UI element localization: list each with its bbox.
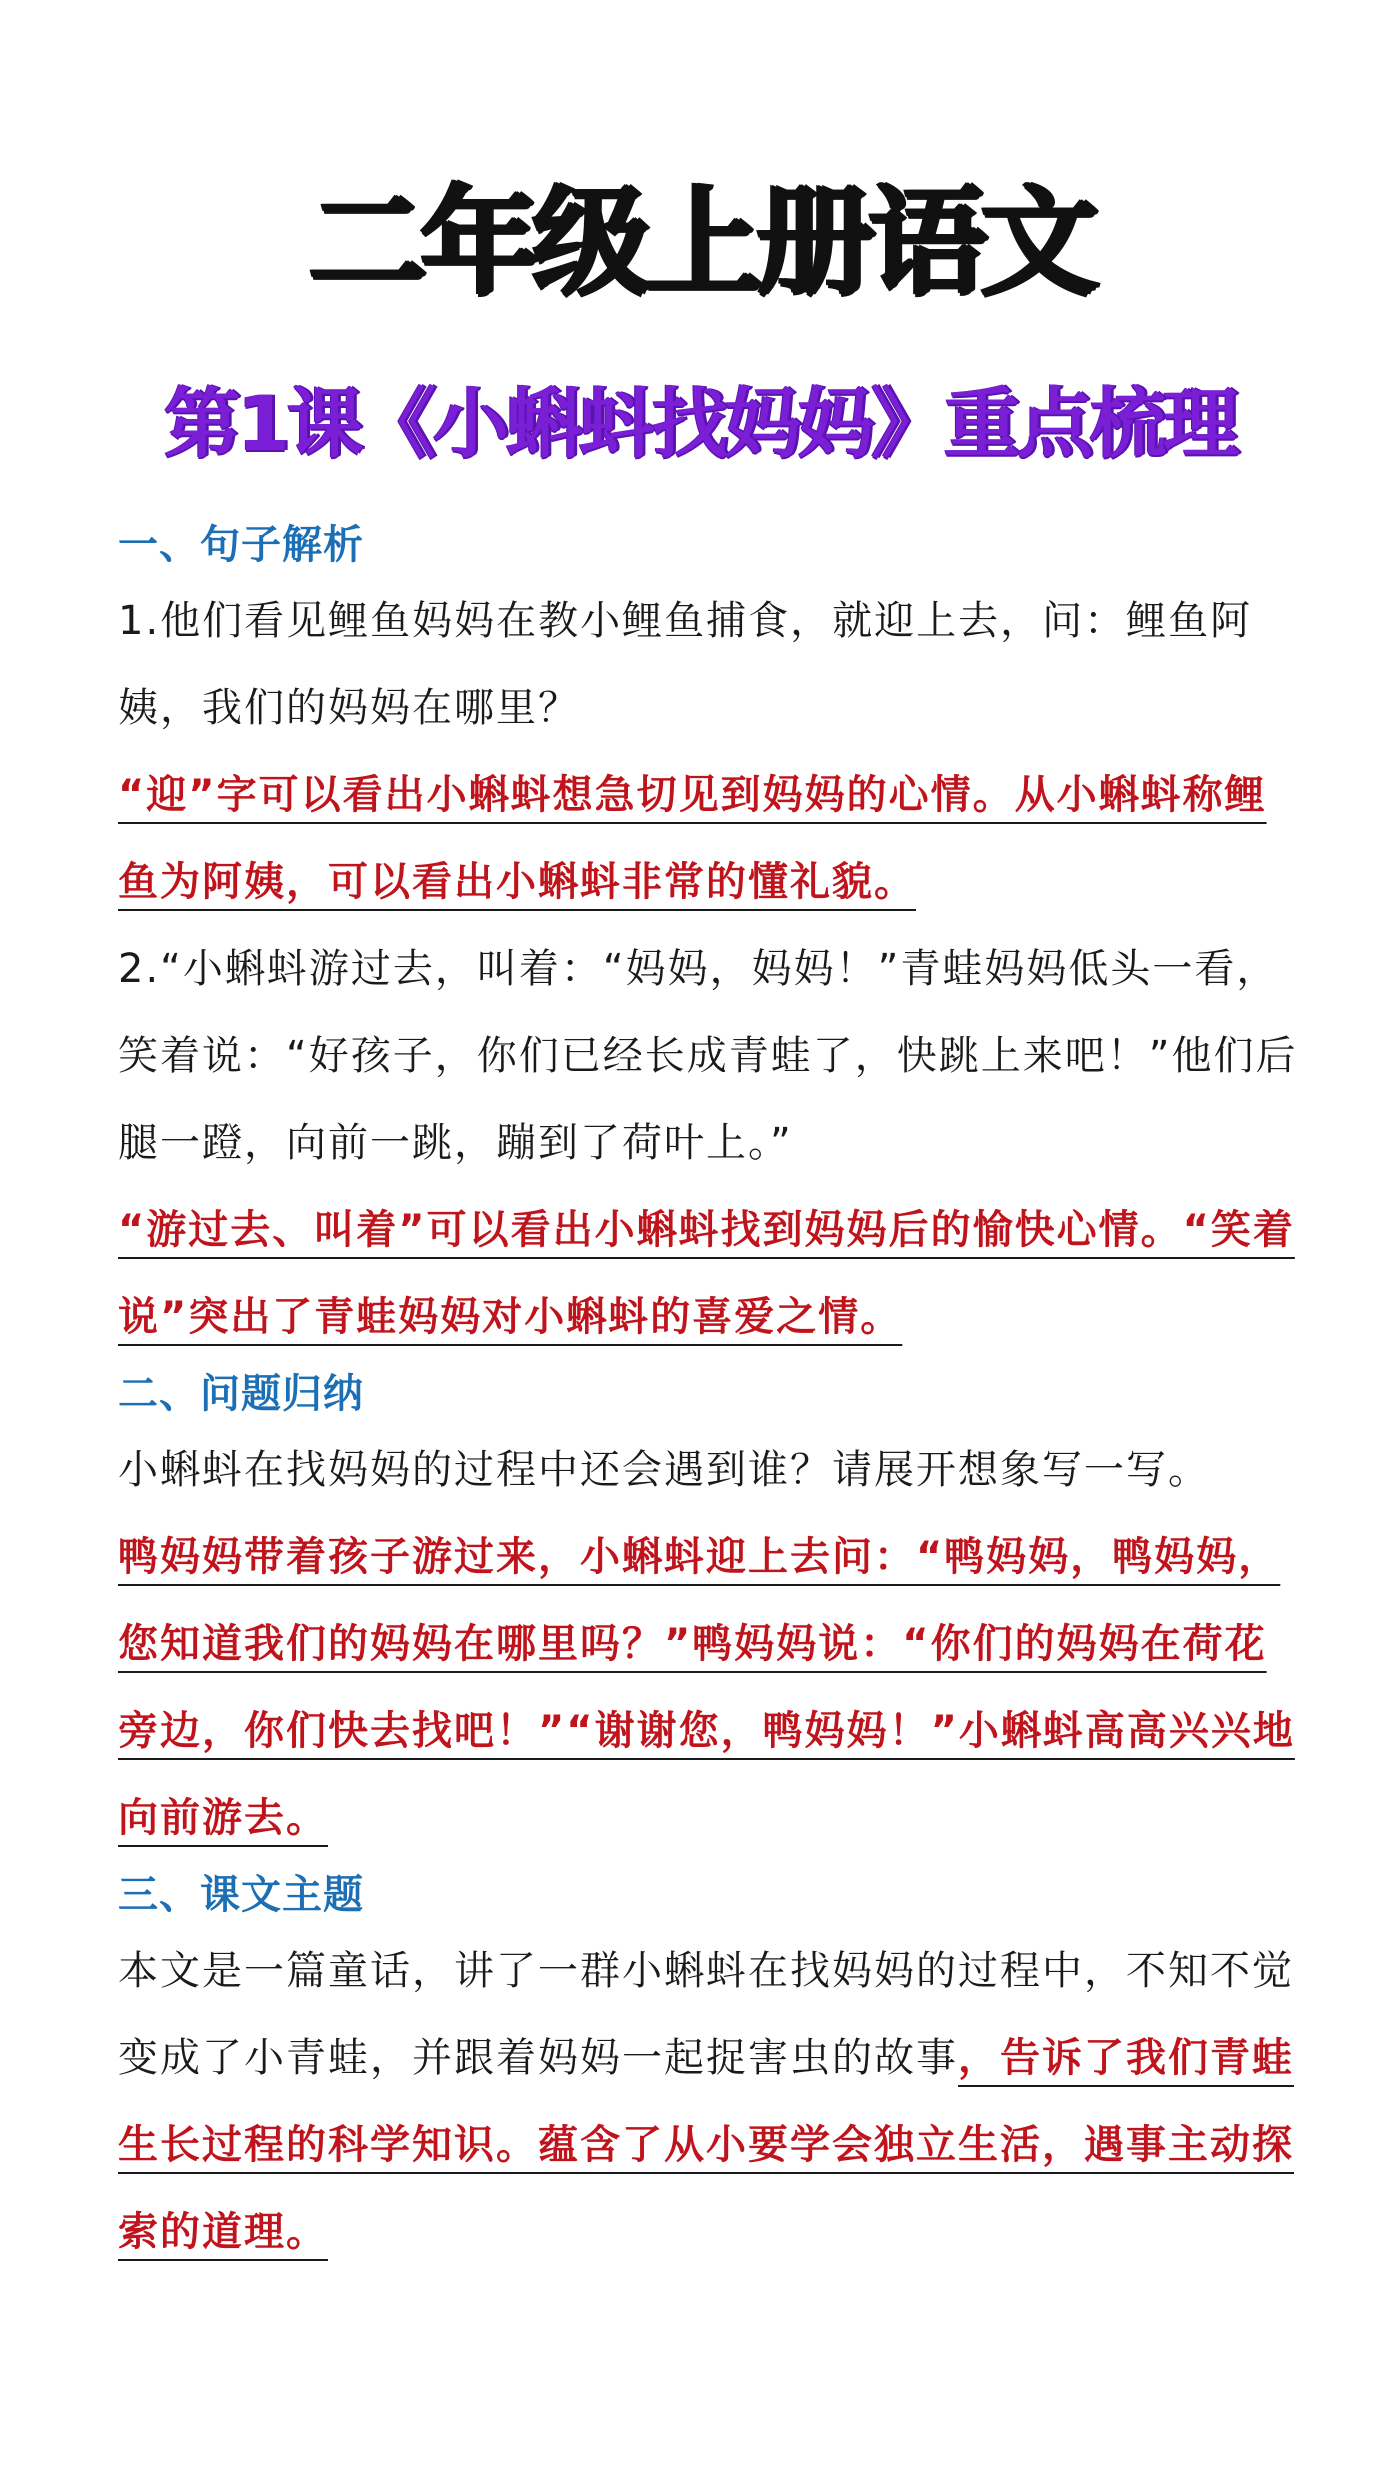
theme-answer: ，告诉了我们青蛙生长过程的科学知识。蕴含了从小要学会独立生活，遇事主动探索的道理。 bbox=[118, 2035, 1294, 2255]
summary-answer bbox=[118, 1514, 1298, 1862]
section-heading-question-summary: 二、问题归纳 bbox=[118, 1371, 364, 1417]
lesson-subtitle: 第1课《小蝌蚪找妈妈》重点梳理 bbox=[164, 379, 1236, 468]
main-title: 二年级上册语文 bbox=[307, 173, 1092, 311]
content bbox=[118, 512, 1298, 2276]
analysis-answer-2-text: “游过去、叫着”可以看出小蝌蚪找到妈妈后的愉快心情。“笑着说”突出了青蛙妈妈对小蝌蚪的喜爱之情。 bbox=[118, 1207, 1295, 1340]
theme-text-plain: 本文是一篇童话，讲了一群小蝌蚪在找妈妈的过程中，不知不觉变成了小青蛙，并跟着妈妈一起捉害虫的故事 bbox=[118, 1948, 1294, 2081]
summary-question: 小蝌蚪在找妈妈的过程中还会遇到谁？请展开想象写一写。 bbox=[118, 1447, 1210, 1493]
section-heading-sentence-analysis: 一、句子解析 bbox=[118, 522, 364, 568]
section-heading-theme: 三、课文主题 bbox=[118, 1872, 364, 1918]
analysis-sentence-2: 2.“小蝌蚪游过去，叫着：“妈妈，妈妈！”青蛙妈妈低头一看，笑着说：“好孩子，你们已经长成青蛙了，快跳上来吧！”他们后腿一蹬，向前一跳，蹦到了荷叶上。” bbox=[118, 946, 1298, 1166]
theme-text bbox=[118, 1928, 1298, 2276]
summary-answer-text: 鸭妈妈带着孩子游过来，小蝌蚪迎上去问：“鸭妈妈，鸭妈妈，您知道我们的妈妈在哪里吗？”鸭妈妈说：“你们的妈妈在荷花旁边，你们快去找吧！”“谢谢您，鸭妈妈！”小蝌蚪高高兴兴地向前游去。 bbox=[118, 1534, 1295, 1841]
analysis-answer-1-text: “迎”字可以看出小蝌蚪想急切见到妈妈的心情。从小蝌蚪称鲤鱼为阿姨，可以看出小蝌蚪非常的懂礼貌。 bbox=[118, 772, 1267, 905]
analysis-sentence-1: 1.他们看见鲤鱼妈妈在教小鲤鱼捕食，就迎上去，问：鲤鱼阿姨，我们的妈妈在哪里？ bbox=[118, 598, 1253, 731]
analysis-answer-2 bbox=[118, 1187, 1298, 1361]
analysis-answer-1 bbox=[118, 752, 1298, 926]
